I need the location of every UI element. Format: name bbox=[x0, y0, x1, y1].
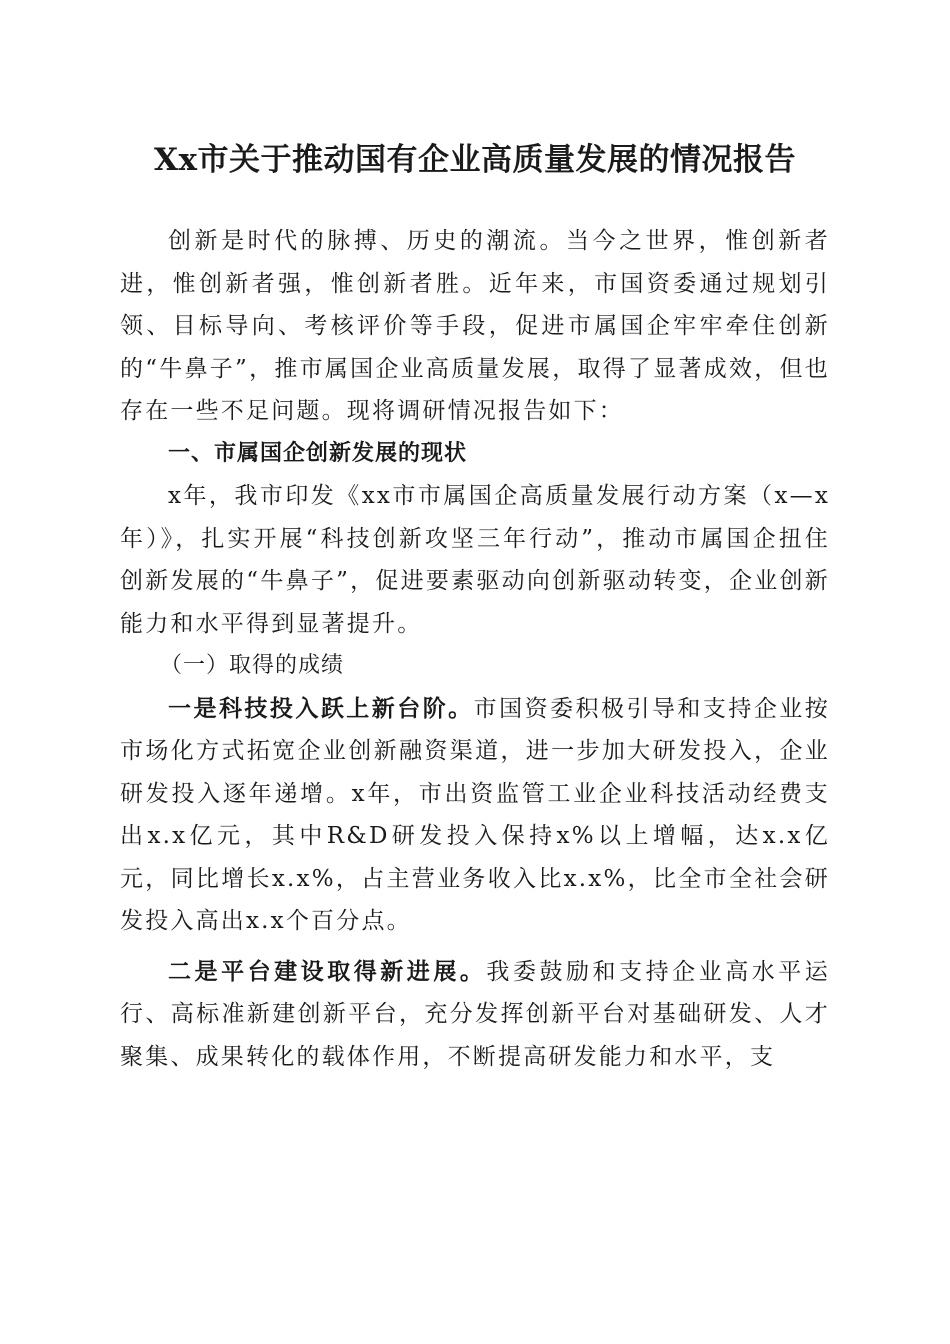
document-title: Xx市关于推动国有企业高质量发展的情况报告 bbox=[153, 142, 797, 178]
point-platform-construction-text: 我委鼓励和支持企业高水平运行、高标准新建创新平台，充分发挥创新平台对基础研发、人才聚集、成果转化的载体作用，不断提高研发能力和水平，支 bbox=[120, 958, 830, 1070]
point-tech-investment-lead: 一是科技投入跃上新台阶。 bbox=[168, 694, 474, 722]
intro-paragraph: 创新是时代的脉搏、历史的潮流。当今之世界，惟创新者进，惟创新者强，惟创新者胜。近年来，市国资委通过规划引领、目标导向、考核评价等手段，促进市属国企牢牢牵住创新的“牛鼻子”，推市属国企业高质量发展，取得了显著成效，但也存在一些不足问题。现将调研情况报告如下： bbox=[120, 228, 830, 424]
point-platform-construction-lead: 二是平台建设取得新进展。 bbox=[168, 957, 487, 985]
document-body bbox=[120, 220, 830, 1078]
section-status-paragraph: x年，我市印发《xx市市属国企高质量发展行动方案（x—x年）》，扎实开展“科技创新攻坚三年行动”，推动市属国企扭住创新发展的“牛鼻子”，促进要素驱动向创新驱动转变，企业创新能力和水平得到显著提升。 bbox=[120, 483, 830, 637]
point-tech-investment bbox=[120, 688, 830, 943]
subsection-heading-achievements: （一）取得的成绩 bbox=[160, 653, 345, 678]
point-tech-investment-text: 市国资委积极引导和支持企业按市场化方式拓宽企业创新融资渠道，进一步加大研发投入，企业研发投入逐年递增。x年，市出资监管工业企业科技活动经费支出x.x亿元，其中R&D研发投入保持x%以上增幅，达x.x亿元，同比增长x.x%，占主营业务收入比x.x%，比全市全社会研发投入高出x.x个百分点。 bbox=[120, 695, 830, 934]
section-heading-status: 一、市属国企创新发展的现状 bbox=[168, 440, 468, 466]
point-platform-construction bbox=[120, 951, 830, 1079]
